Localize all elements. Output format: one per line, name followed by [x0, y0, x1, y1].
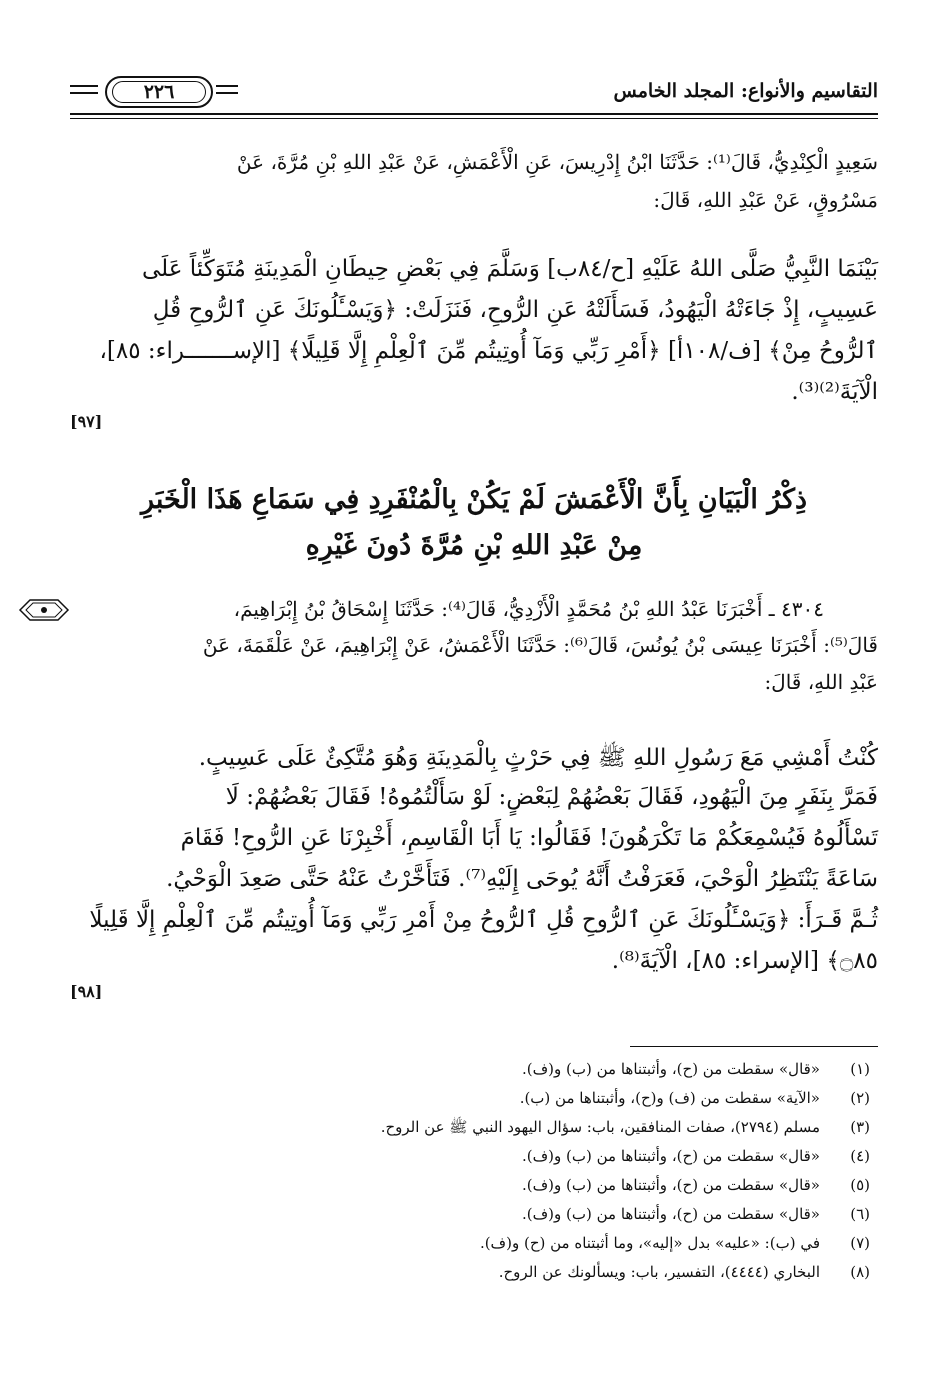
footnote-text: البخاري (٤٤٤٤)، التفسير، باب: ويسألونك عن الروح. — [498, 1263, 820, 1281]
footnote-text: «قال» سقطت من (ح)، وأثبتناها من (ب) و(ف). — [521, 1060, 820, 1078]
text-line: فَمَرَّ بِنَفَرٍ مِنَ الْيَهُودِ، فَقَالَ بَعْضُهُمْ لِبَعْضٍ: لَوْ سَأَلْتُمُوهُ! فَقَالَ بَعْضُهُمْ: لَا — [225, 784, 878, 810]
footnote — [70, 1089, 878, 1118]
text-line: مَسْرُوقٍ، عَنْ عَبْدِ اللهِ، قَالَ: — [653, 188, 878, 212]
text-line: ثُـمَّ قَـرَأَ: ﴿وَيَسْـَٔلُونَكَ عَنِ ٱلرُّوحِ قُلِ ٱلرُّوحُ مِنْ أَمْرِ رَبِّي وَمَآ أُوتِيتُم مِّنَ ٱلْعِلْمِ إِلَّا قَلِيلًا — [89, 907, 878, 933]
footnote-number: (٥) — [850, 1176, 870, 1194]
text-line: ۝٨٥﴾ [الإسراء: ٨٥]، الْآيَةَ⁽⁸⁾. — [611, 948, 878, 974]
footnote — [70, 1234, 878, 1263]
footnote — [70, 1118, 878, 1147]
footnote-text: «قال» سقطت من (ح)، وأثبتناها من (ب) و(ف). — [521, 1147, 820, 1165]
header-dash — [216, 92, 238, 94]
footnote — [70, 1060, 878, 1089]
footnote — [70, 1176, 878, 1205]
page-number: ٢٢٦ — [143, 81, 175, 103]
footnote-text: «الآية» سقطت من (ف) و(ح)، وأثبتناها من (ب). — [519, 1089, 820, 1107]
footnote — [70, 1205, 878, 1234]
khabar-ornament-icon — [18, 597, 70, 623]
text-line: سَعِيدٍ الْكِنْدِيُّ، قَالَ⁽¹⁾: حَدَّثَنَا ابْنُ إِدْرِيسَ، عَنِ الْأَعْمَشِ، عَنْ عَبْدِ اللهِ بْنِ مُرَّةَ، عَنْ — [236, 150, 878, 174]
text-line: تَسْأَلُوهُ فَيُسْمِعَكُمْ مَا تَكْرَهُونَ! فَقَالُوا: يَا أَبَا الْقَاسِمِ، أَخْبِرْنَا عَنِ الرُّوحِ! فَقَامَ — [180, 825, 878, 851]
footnote-number: (٣) — [850, 1118, 870, 1136]
footnote — [70, 1263, 878, 1292]
footnote-number: (٦) — [850, 1205, 870, 1223]
text-line: عَسِيبٍ، إِذْ جَاءَتْهُ الْيَهُودُ، فَسَأَلَتْهُ عَنِ الرُّوحِ، فَنَزَلَتْ: ﴿وَيَسْـَٔلُونَكَ عَنِ ٱلرُّوحِ قُلِ — [152, 297, 878, 323]
footnote-number: (٢) — [850, 1089, 870, 1107]
text-line: سَاعَةً يَنْتَظِرُ الْوَحْيَ، فَعَرَفْتُ أَنَّهُ يُوحَى إِلَيْهِ⁽⁷⁾. فَتَأَخَّرْتُ عَنْهُ حَتَّى صَعِدَ الْوَحْيُ. — [166, 866, 878, 892]
text-line: كُنْتُ أَمْشِي مَعَ رَسُولِ اللهِ ﷺ فِي حَرْثٍ بِالْمَدِينَةِ وَهُوَ مُتَّكِئٌ عَلَى عَسِيبٍ. — [198, 745, 878, 771]
text-line: ٱلرُّوحُ مِنْ﴾ [ف/١٠٨أ] ﴿أَمْرِ رَبِّي وَمَآ أُوتِيتُم مِّنَ ٱلْعِلْمِ إِلَّا قَلِيلًا﴾ [الإســـــــراء: ٨٥]، — [99, 338, 878, 364]
header-dash — [70, 85, 98, 87]
text-line: عَبْدِ اللهِ، قَالَ: — [764, 670, 878, 694]
footnote-text: مسلم (٢٧٩٤)، صفات المنافقين، باب: سؤال اليهود النبي ﷺ عن الروح. — [380, 1118, 820, 1136]
text-line: قَالَ⁽⁵⁾: أَخْبَرَنَا عِيسَى بْنُ يُونُسَ، قَالَ⁽⁶⁾: حَدَّثَنَا الْأَعْمَشُ، عَنْ إِبْرَاهِيمَ، عَنْ عَلْقَمَةَ، عَنْ — [202, 633, 878, 657]
footnote — [70, 1147, 878, 1176]
footnote-text: «قال» سقطت من (ح)، وأثبتناها من (ب) و(ف). — [521, 1205, 820, 1223]
hadith-number-97: [٩٧] — [70, 412, 103, 431]
footnotes — [70, 1060, 878, 1292]
footnote-separator — [630, 1046, 878, 1047]
text-line: الْآيَةَ⁽²⁾⁽³⁾. — [791, 379, 878, 405]
text-line: ٤٣٠٤ ـ أَخْبَرَنَا عَبْدُ اللهِ بْنُ مُحَمَّدٍ الْأَزْدِيُّ، قَالَ⁽⁴⁾: حَدَّثَنَا إِسْحَاقُ بْنُ إِبْرَاهِيمَ، — [233, 597, 824, 621]
footnote-number: (٤) — [850, 1147, 870, 1165]
header-rule — [70, 113, 878, 115]
running-title: التقاسيم والأنواع: المجلد الخامس — [613, 80, 878, 102]
header-rule-thin — [70, 118, 878, 119]
footnote-number: (١) — [850, 1060, 870, 1078]
page-header — [70, 76, 878, 122]
page-number-badge — [105, 76, 213, 108]
footnote-text: في (ب): «عليه» بدل «إليه»، وما أثبتناه من (ح) و(ف). — [479, 1234, 820, 1252]
header-dash — [216, 85, 238, 87]
footnote-number: (٨) — [850, 1263, 870, 1281]
footnote-text: «قال» سقطت من (ح)، وأثبتناها من (ب) و(ف). — [521, 1176, 820, 1194]
text-line: بَيْنَمَا النَّبِيُّ صَلَّى اللهُ عَلَيْهِ [ح/٨٤ب] وَسَلَّمَ فِي بَعْضِ حِيطَانِ الْمَدِينَةِ مُتَوَكِّئاً عَلَى — [141, 256, 878, 282]
hadith-number-98: [٩٨] — [70, 982, 103, 1001]
header-dash — [70, 92, 98, 94]
footnote-number: (٧) — [850, 1234, 870, 1252]
chapter-heading-line2: مِنْ عَبْدِ اللهِ بْنِ مُرَّةَ دُونَ غَيْرِهِ — [305, 530, 643, 561]
chapter-heading-line1: ذِكْرُ الْبَيَانِ بِأَنَّ الْأَعْمَشَ لَمْ يَكُنْ بِالْمُنْفَرِدِ فِي سَمَاعِ هَذَا الْخَبَرِ — [140, 484, 808, 515]
